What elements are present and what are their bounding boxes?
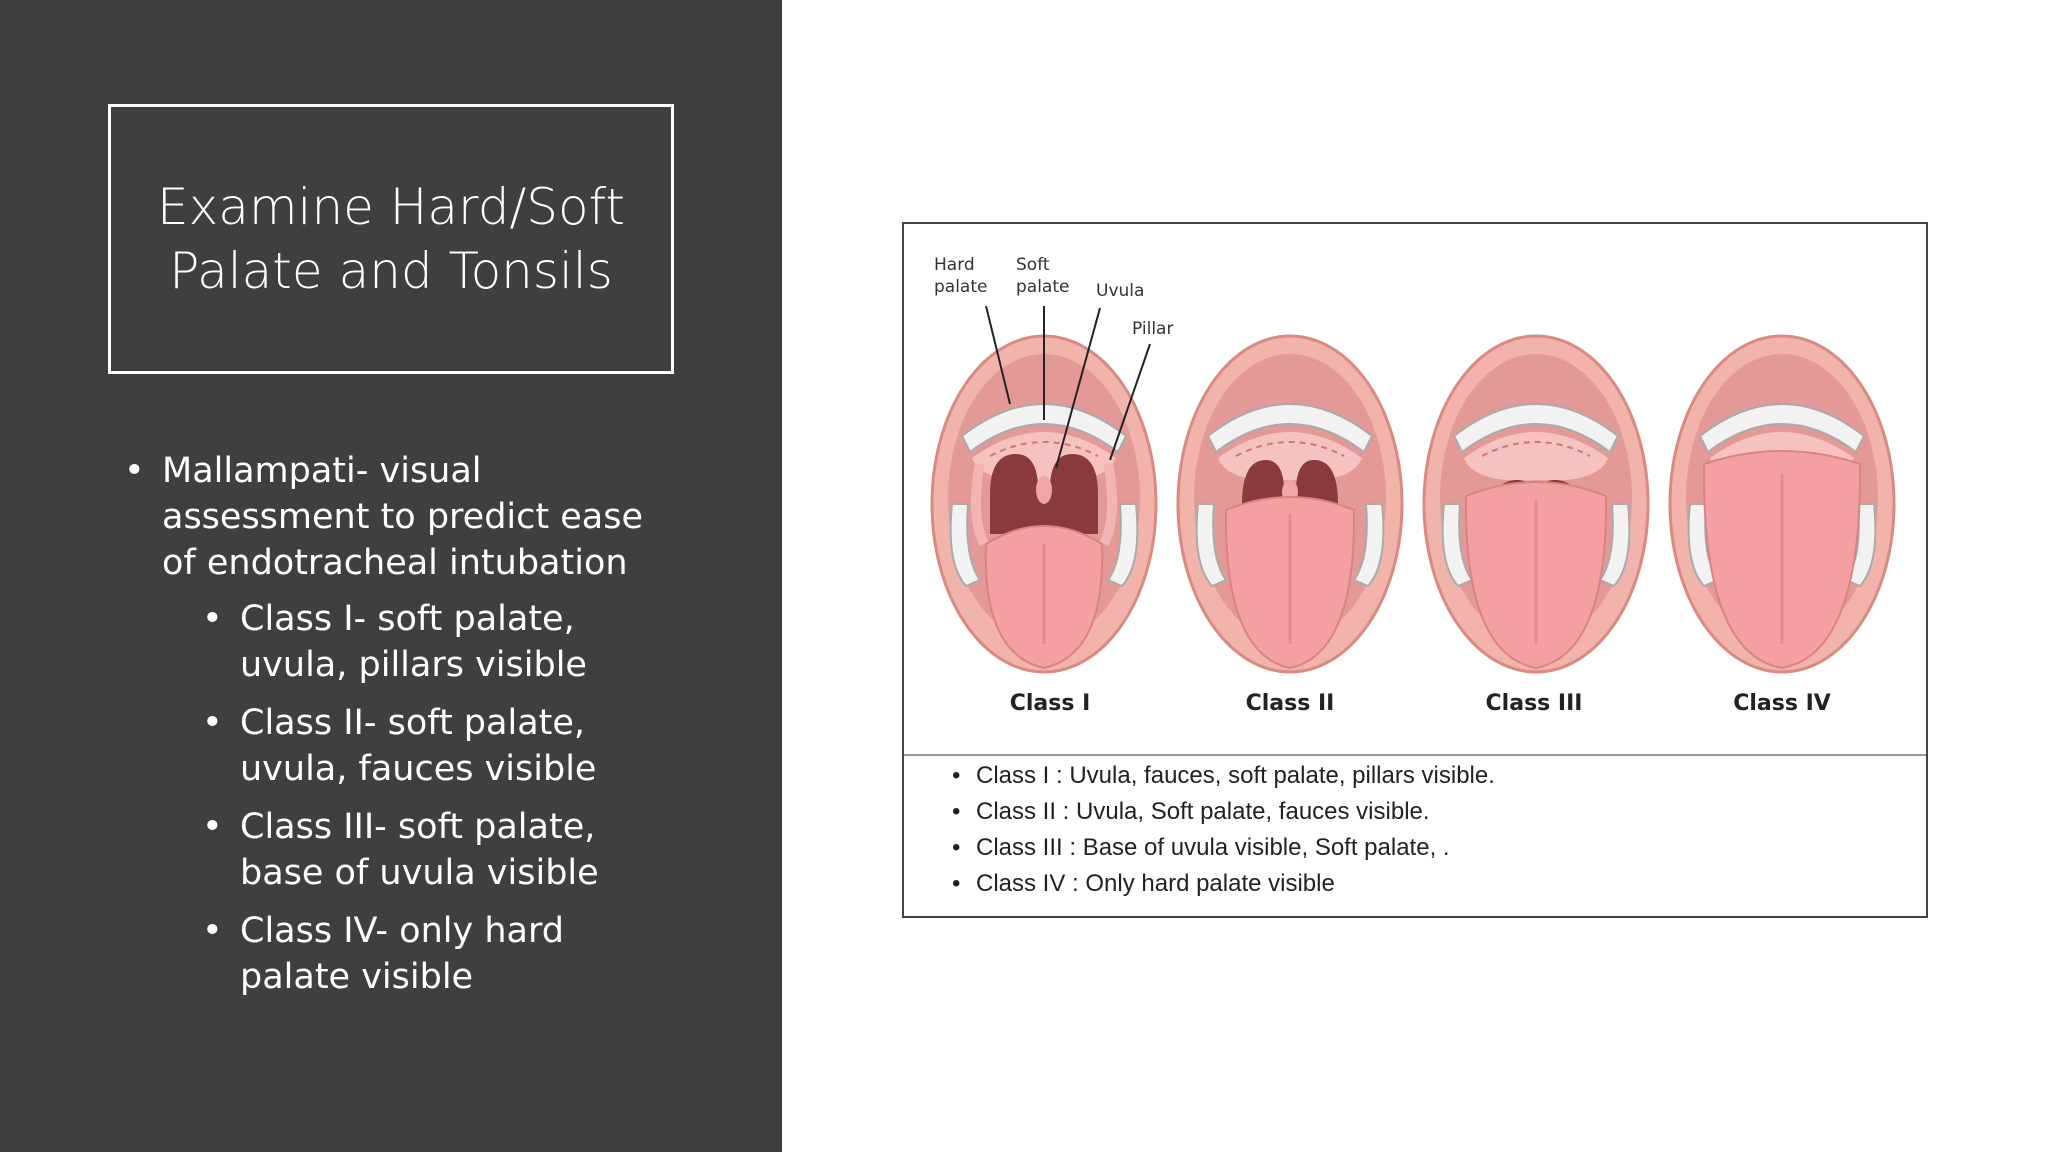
sub-bullet-class-2 — [202, 700, 684, 792]
figure-divider — [904, 754, 1926, 756]
title-box — [108, 104, 674, 374]
sub-bullet-text: Class II- soft palate, uvula, fauces visible — [240, 703, 597, 789]
bullet-dot: • — [124, 451, 145, 491]
label-soft: Soft — [1016, 255, 1050, 275]
label-pillar: Pillar — [1132, 319, 1174, 339]
mallampati-illustration — [904, 224, 1926, 754]
legend-text: Class III : Base of uvula visible, Soft palate, . — [976, 834, 1450, 861]
left-panel — [0, 0, 782, 1152]
legend-text: Class I : Uvula, fauces, soft palate, pillars visible. — [976, 762, 1495, 789]
sub-bullet-class-4 — [202, 908, 684, 1000]
legend-text: Class IV : Only hard palate visible — [976, 870, 1335, 897]
legend-dot: • — [952, 798, 961, 825]
mallampati-figure — [902, 222, 1928, 918]
main-bullet — [124, 448, 684, 586]
slide-title — [157, 175, 625, 303]
legend-text: Class II : Uvula, Soft palate, fauces visible. — [976, 798, 1430, 825]
sub-bullet-list — [202, 596, 684, 1000]
label-soft-palate: palate — [1016, 277, 1070, 297]
sub-bullet-text: Class III- soft palate, base of uvula visible — [240, 807, 599, 893]
sub-bullet-text: Class IV- only hard palate visible — [240, 911, 564, 997]
legend-item-class-3 — [952, 830, 1495, 866]
class-label-2: Class II — [1245, 691, 1335, 716]
bullet-dot: • — [202, 599, 223, 639]
main-bullet-text: Mallampati- visual assessment to predict ease of endotracheal intubation — [162, 451, 643, 583]
bullet-dot: • — [202, 807, 223, 847]
class-label-3: Class III — [1485, 691, 1583, 716]
label-uvula: Uvula — [1096, 281, 1145, 301]
sub-bullet-class-1 — [202, 596, 684, 688]
mouth-class-2 — [1178, 336, 1402, 672]
legend-dot: • — [952, 834, 961, 861]
label-hard: Hard — [934, 255, 975, 275]
legend-item-class-2 — [952, 794, 1495, 830]
legend-dot: • — [952, 762, 961, 789]
sub-bullet-class-3 — [202, 804, 684, 896]
class-label-1: Class I — [1009, 691, 1091, 716]
mouth-class-3 — [1424, 336, 1648, 672]
label-hard-palate: palate — [934, 277, 988, 297]
bullet-dot: • — [202, 703, 223, 743]
figure-legend — [952, 758, 1495, 902]
mouth-class-4 — [1670, 336, 1894, 672]
legend-dot: • — [952, 870, 961, 897]
legend-item-class-1 — [952, 758, 1495, 794]
bullet-dot: • — [202, 911, 223, 951]
sub-bullet-text: Class I- soft palate, uvula, pillars visible — [240, 599, 587, 685]
title-line-2: Palate and Tonsils — [169, 242, 613, 300]
bullet-list — [124, 448, 684, 1012]
legend-item-class-4 — [952, 866, 1495, 902]
class-label-4: Class IV — [1733, 691, 1831, 716]
title-line-1: Examine Hard/Soft — [157, 178, 625, 236]
